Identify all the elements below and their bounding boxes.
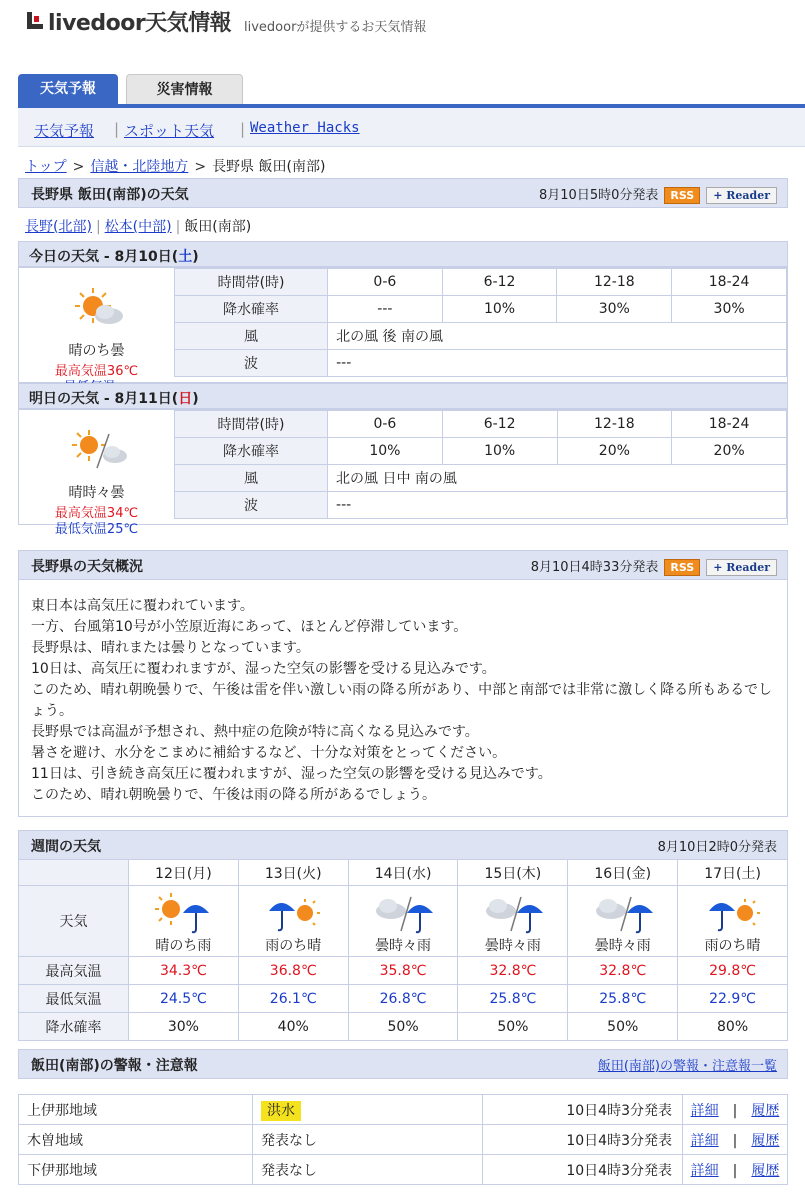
warnings-list-link[interactable]: 飯田(南部)の警報・注意報一覧 bbox=[597, 1059, 777, 1074]
today-weekday: 土 bbox=[178, 249, 193, 265]
row-label: 波 bbox=[175, 350, 328, 377]
table-row bbox=[19, 985, 788, 1013]
table-row bbox=[19, 860, 788, 886]
table-row bbox=[175, 350, 787, 377]
subnav-separator: | bbox=[114, 120, 120, 138]
overview-line: このため、晴れ朝晩曇りで、午後は雨の降る所があるでしょう。 bbox=[31, 787, 437, 803]
row-label: 風 bbox=[175, 323, 328, 350]
area-links bbox=[25, 216, 251, 236]
warnings-table bbox=[18, 1094, 788, 1185]
max-temp-cell: 32.8℃ bbox=[568, 957, 678, 985]
overview-line: 東日本は高気圧に覆われています。 bbox=[31, 598, 254, 614]
area-link-nagano[interactable]: 長野(北部) bbox=[25, 219, 92, 235]
today-title bbox=[29, 246, 199, 266]
overview-published bbox=[531, 556, 777, 576]
site-tagline: livedoorが提供するお天気情報 bbox=[244, 20, 427, 35]
tomorrow-max-temp: 最高気温34℃ bbox=[54, 506, 139, 521]
main-tabs bbox=[18, 74, 805, 104]
wind-cell: 北の風 後 南の風 bbox=[328, 323, 787, 350]
max-temp-cell: 29.8℃ bbox=[678, 957, 788, 985]
overview-title: 長野県の天気概況 bbox=[31, 559, 143, 575]
row-label: 風 bbox=[175, 465, 328, 492]
precip-cell: 50% bbox=[348, 1013, 458, 1041]
table-row bbox=[19, 1155, 788, 1185]
cloud-sometimes-rain-icon bbox=[371, 891, 435, 935]
period-cell: 12-18 bbox=[557, 269, 672, 296]
sun-then-cloud-icon bbox=[69, 286, 129, 330]
breadcrumb-separator: > bbox=[72, 159, 85, 175]
weekly-header-bar bbox=[18, 830, 788, 860]
weather-cell bbox=[348, 886, 458, 957]
tomorrow-title-suffix: ) bbox=[192, 391, 199, 407]
breadcrumb-top[interactable]: トップ bbox=[25, 159, 67, 175]
overview-line: 一方、台風第10号が小笠原近海にあって、ほとんど停滞しています。 bbox=[31, 619, 468, 635]
overview-line: 10日は、高気圧に覆われますが、湿った空気の影響を受ける見込みです。 bbox=[31, 661, 496, 677]
table-row bbox=[175, 323, 787, 350]
warning-region: 上伊那地域 bbox=[19, 1095, 253, 1125]
link-separator: | bbox=[732, 1162, 738, 1179]
today-summary bbox=[19, 268, 174, 382]
row-label: 波 bbox=[175, 492, 328, 519]
history-link[interactable]: 履歴 bbox=[751, 1162, 780, 1179]
tomorrow-forecast bbox=[18, 409, 788, 537]
weather-condition: 雨のち晴 bbox=[265, 938, 322, 954]
published-time: 8月10日4時33分発表 bbox=[530, 560, 659, 575]
weather-condition: 曇時々雨 bbox=[484, 938, 541, 954]
sun-then-rain-icon bbox=[151, 891, 215, 935]
rain-then-sun-icon bbox=[261, 891, 325, 935]
table-row bbox=[19, 1013, 788, 1041]
row-label: 時間帯(時) bbox=[175, 411, 328, 438]
precip-cell: 50% bbox=[458, 1013, 568, 1041]
weather-cell bbox=[238, 886, 348, 957]
warning-links bbox=[683, 1125, 788, 1155]
forecast-published bbox=[539, 184, 777, 204]
warning-links bbox=[683, 1095, 788, 1125]
subnav-separator: | bbox=[240, 120, 246, 138]
min-temp-cell: 25.8℃ bbox=[458, 985, 568, 1013]
overview-line: 11日は、引き続き高気圧に覆われますが、湿った空気の影響を受ける見込みです。 bbox=[31, 766, 552, 782]
today-forecast bbox=[18, 267, 788, 383]
link-separator: | bbox=[732, 1102, 738, 1119]
breadcrumb bbox=[25, 156, 325, 176]
table-row bbox=[175, 465, 787, 492]
today-header bbox=[18, 241, 788, 267]
cloud-sometimes-rain-icon bbox=[481, 891, 545, 935]
max-temp-cell: 35.8℃ bbox=[348, 957, 458, 985]
table-row bbox=[19, 957, 788, 985]
rss-button[interactable]: RSS bbox=[664, 187, 700, 204]
warning-published: 10日4時3分発表 bbox=[483, 1125, 683, 1155]
warning-published: 10日4時3分発表 bbox=[483, 1095, 683, 1125]
detail-link[interactable]: 詳細 bbox=[690, 1162, 719, 1179]
warning-status: 発表なし bbox=[253, 1155, 483, 1185]
max-temp-cell: 34.3℃ bbox=[129, 957, 239, 985]
overview-line: このため、晴れ朝晩曇りで、午後は雷を伴い激しい雨の降る所があり、中部と南部では非常に激しく降る所もあるでしょう。 bbox=[31, 682, 773, 719]
precip-cell: 20% bbox=[557, 438, 672, 465]
row-label: 降水確率 bbox=[19, 1013, 129, 1041]
cloud-sometimes-rain-icon bbox=[591, 891, 655, 935]
weekly-title: 週間の天気 bbox=[31, 839, 101, 855]
precip-cell: 40% bbox=[238, 1013, 348, 1041]
overview-header-bar bbox=[18, 550, 788, 580]
min-temp-cell: 26.1℃ bbox=[238, 985, 348, 1013]
page-title: 長野県 飯田(南部)の天気 bbox=[31, 187, 189, 203]
warning-status: 発表なし bbox=[253, 1125, 483, 1155]
warning-status-cell bbox=[253, 1095, 483, 1125]
precip-cell: 30% bbox=[557, 296, 672, 323]
history-link[interactable]: 履歴 bbox=[751, 1132, 780, 1149]
min-temp-cell: 22.9℃ bbox=[678, 985, 788, 1013]
area-link-matsumoto[interactable]: 松本(中部) bbox=[104, 219, 172, 235]
warnings-header-bar bbox=[18, 1049, 788, 1079]
weather-cell bbox=[568, 886, 678, 957]
wind-cell: 北の風 日中 南の風 bbox=[328, 465, 787, 492]
table-row bbox=[19, 1125, 788, 1155]
warning-region: 下伊那地域 bbox=[19, 1155, 253, 1185]
area-separator: | bbox=[95, 219, 101, 235]
tomorrow-title-text: 明日の天気 - 8月11日( bbox=[29, 391, 179, 407]
max-temp-cell: 32.8℃ bbox=[458, 957, 568, 985]
weather-condition: 曇時々雨 bbox=[594, 938, 651, 954]
weather-cell bbox=[129, 886, 239, 957]
day-header: 13日(火) bbox=[238, 860, 348, 886]
subnav-forecast[interactable]: 天気予報 bbox=[34, 122, 95, 140]
row-label: 降水確率 bbox=[175, 296, 328, 323]
livedoor-logo-icon[interactable] bbox=[25, 10, 45, 32]
tomorrow-title bbox=[29, 388, 199, 408]
period-cell: 6-12 bbox=[442, 269, 557, 296]
warnings-title: 飯田(南部)の警報・注意報 bbox=[31, 1058, 198, 1074]
forecast-header-bar bbox=[18, 178, 788, 208]
min-temp-cell: 25.8℃ bbox=[568, 985, 678, 1013]
sub-navigation bbox=[18, 108, 805, 147]
precip-cell: 80% bbox=[678, 1013, 788, 1041]
max-temp-cell: 36.8℃ bbox=[238, 957, 348, 985]
tab-forecast[interactable]: 天気予報 bbox=[18, 74, 118, 104]
tomorrow-summary bbox=[19, 410, 174, 537]
day-header: 15日(木) bbox=[458, 860, 568, 886]
table-row bbox=[175, 411, 787, 438]
precip-cell: 30% bbox=[672, 296, 787, 323]
precip-cell: 30% bbox=[129, 1013, 239, 1041]
tomorrow-header bbox=[18, 383, 788, 409]
detail-link[interactable]: 詳細 bbox=[690, 1102, 719, 1119]
precip-cell: --- bbox=[328, 296, 443, 323]
warning-region: 木曽地域 bbox=[19, 1125, 253, 1155]
precip-cell: 20% bbox=[672, 438, 787, 465]
site-logo[interactable] bbox=[48, 6, 231, 37]
subnav-weather-hacks[interactable]: Weather Hacks bbox=[250, 120, 360, 136]
area-current: 飯田(南部) bbox=[184, 219, 252, 235]
precip-cell: 10% bbox=[442, 438, 557, 465]
tomorrow-table bbox=[174, 410, 787, 519]
row-label: 時間帯(時) bbox=[175, 269, 328, 296]
rain-then-sun-icon bbox=[701, 891, 765, 935]
row-label: 最低気温 bbox=[19, 985, 129, 1013]
row-label: 最高気温 bbox=[19, 957, 129, 985]
period-cell: 18-24 bbox=[672, 411, 787, 438]
precip-cell: 10% bbox=[328, 438, 443, 465]
wave-cell: --- bbox=[328, 492, 787, 519]
table-row bbox=[175, 492, 787, 519]
overview-line: 長野県は、晴れまたは曇りとなっています。 bbox=[31, 640, 310, 656]
today-condition: 晴のち曇 bbox=[68, 343, 125, 359]
history-link[interactable]: 履歴 bbox=[751, 1102, 780, 1119]
overview-line: 暑さを避け、水分をこまめに補給するなど、十分な対策をとってください。 bbox=[31, 745, 507, 761]
logo-title: 天気情報 bbox=[145, 11, 232, 36]
overview-line: 長野県では高温が予想され、熱中症の危険が特に高くなる見込みです。 bbox=[31, 724, 479, 740]
table-row bbox=[19, 886, 788, 957]
tomorrow-condition: 晴時々曇 bbox=[68, 485, 125, 501]
breadcrumb-current: 長野県 飯田(南部) bbox=[212, 159, 326, 175]
warning-links bbox=[683, 1155, 788, 1185]
tomorrow-weekday: 日 bbox=[178, 391, 193, 407]
weekly-table bbox=[18, 859, 788, 1041]
table-row bbox=[175, 438, 787, 465]
period-cell: 12-18 bbox=[557, 411, 672, 438]
row-label: 降水確率 bbox=[175, 438, 328, 465]
period-cell: 18-24 bbox=[672, 269, 787, 296]
min-temp-cell: 24.5℃ bbox=[129, 985, 239, 1013]
tab-disaster[interactable]: 災害情報 bbox=[126, 74, 243, 104]
breadcrumb-region[interactable]: 信越・北陸地方 bbox=[90, 159, 189, 175]
rss-button[interactable]: RSS bbox=[664, 559, 700, 576]
today-title-text: 今日の天気 - 8月10日( bbox=[29, 249, 179, 265]
table-row bbox=[19, 1095, 788, 1125]
flood-warning-badge: 洪水 bbox=[261, 1101, 301, 1121]
subnav-spot-weather[interactable]: スポット天気 bbox=[124, 122, 215, 140]
published-time: 8月10日5時0分発表 bbox=[539, 188, 659, 203]
weather-condition: 晴のち雨 bbox=[155, 938, 212, 954]
warning-published: 10日4時3分発表 bbox=[483, 1155, 683, 1185]
period-cell: 0-6 bbox=[328, 411, 443, 438]
weather-condition: 曇時々雨 bbox=[375, 938, 432, 954]
corner-cell bbox=[19, 860, 129, 886]
tomorrow-min-temp: 最低気温25℃ bbox=[54, 522, 139, 537]
reader-button[interactable]: + Reader bbox=[706, 559, 777, 576]
today-max-temp: 最高気温36℃ bbox=[54, 364, 139, 379]
overview-text bbox=[18, 579, 788, 817]
detail-link[interactable]: 詳細 bbox=[690, 1132, 719, 1149]
day-header: 12日(月) bbox=[129, 860, 239, 886]
table-row bbox=[175, 296, 787, 323]
area-separator: | bbox=[175, 219, 181, 235]
wave-cell: --- bbox=[328, 350, 787, 377]
weather-condition: 雨のち晴 bbox=[704, 938, 761, 954]
today-table bbox=[174, 268, 787, 377]
table-row bbox=[175, 269, 787, 296]
day-header: 17日(土) bbox=[678, 860, 788, 886]
day-header: 16日(金) bbox=[568, 860, 678, 886]
weather-cell bbox=[458, 886, 568, 957]
site-header bbox=[0, 0, 805, 50]
weekly-published: 8月10日2時0分発表 bbox=[657, 840, 777, 855]
today-title-suffix: ) bbox=[192, 249, 199, 265]
period-cell: 0-6 bbox=[328, 269, 443, 296]
precip-cell: 10% bbox=[442, 296, 557, 323]
day-header: 14日(水) bbox=[348, 860, 458, 886]
link-separator: | bbox=[732, 1132, 738, 1149]
logo-brand: livedoor bbox=[48, 11, 146, 36]
period-cell: 6-12 bbox=[442, 411, 557, 438]
breadcrumb-separator: > bbox=[194, 159, 207, 175]
sun-sometimes-cloud-icon bbox=[69, 428, 129, 472]
row-label: 天気 bbox=[19, 886, 129, 957]
min-temp-cell: 26.8℃ bbox=[348, 985, 458, 1013]
reader-button[interactable]: + Reader bbox=[706, 187, 777, 204]
weather-cell bbox=[678, 886, 788, 957]
precip-cell: 50% bbox=[568, 1013, 678, 1041]
